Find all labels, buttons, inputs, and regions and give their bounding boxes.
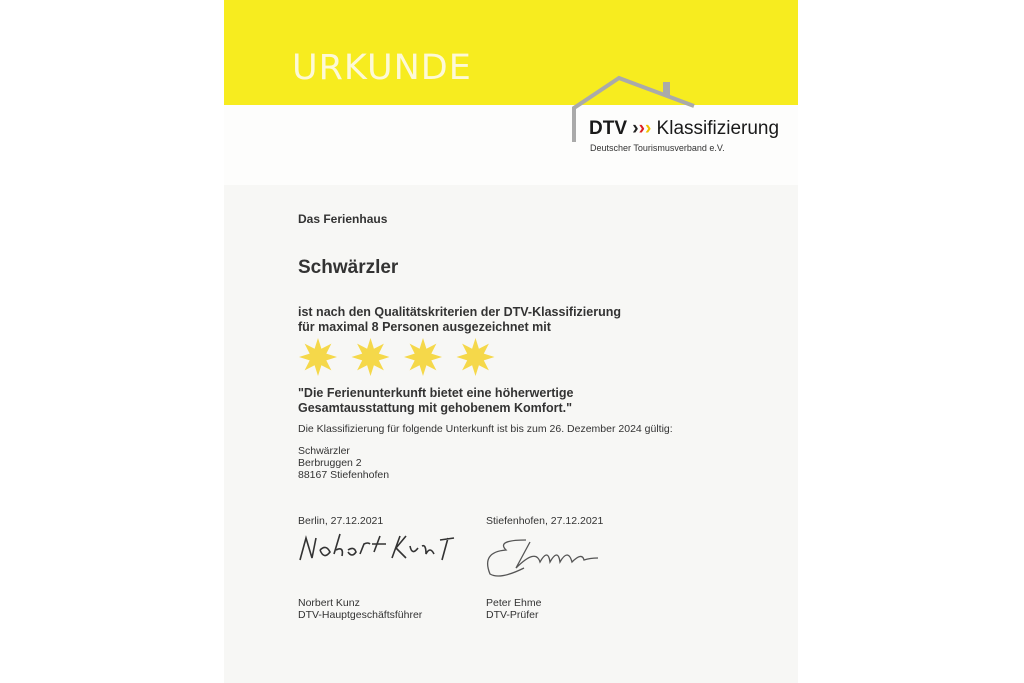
logo-name: Klassifizierung xyxy=(656,118,780,139)
star-icon xyxy=(299,338,337,376)
logo-dtv: DTV xyxy=(589,118,627,139)
signature-place-date: Stiefenhofen, 27.12.2021 xyxy=(486,515,604,527)
property-name: Schwärzler xyxy=(298,257,399,278)
dtv-logo xyxy=(589,118,779,140)
certificate-title: URKUNDE xyxy=(292,48,472,88)
criteria-line-2: für maximal 8 Personen ausgezeichnet mit xyxy=(298,320,551,334)
star-icon xyxy=(457,338,495,376)
star-icon xyxy=(352,338,390,376)
criteria-line-1: ist nach den Qualitätskriterien der DTV-Klassifizierung xyxy=(298,305,621,319)
signatory-role: DTV-Hauptgeschäftsführer xyxy=(298,609,423,621)
certificate-page xyxy=(224,0,798,683)
intro-text: Das Ferienhaus xyxy=(298,212,388,226)
validity-text: Die Klassifizierung für folgende Unterkunft ist bis zum 26. Dezember 2024 gültig: xyxy=(298,423,673,435)
quote-line-2: Gesamtausstattung mit gehobenem Komfort." xyxy=(298,401,573,415)
address-line: 88167 Stiefenhofen xyxy=(298,469,390,481)
star-icon xyxy=(404,338,442,376)
address-line: Berbruggen 2 xyxy=(298,457,362,469)
signatory-role: DTV-Prüfer xyxy=(486,609,539,621)
signature-place-date: Berlin, 27.12.2021 xyxy=(298,515,384,527)
signatory-name: Norbert Kunz xyxy=(298,597,360,609)
quote-line-1: "Die Ferienunterkunft bietet eine höherwertige xyxy=(298,386,574,400)
signature-norbert-kunz xyxy=(296,530,466,570)
logo-subtitle: Deutscher Tourismusverband e.V. xyxy=(590,143,725,153)
chevrons-icon: ››› xyxy=(632,118,652,139)
star-rating xyxy=(298,338,538,378)
address-line: Schwärzler xyxy=(298,445,350,457)
signatory-name: Peter Ehme xyxy=(486,597,542,609)
signature-peter-ehme xyxy=(486,530,626,580)
